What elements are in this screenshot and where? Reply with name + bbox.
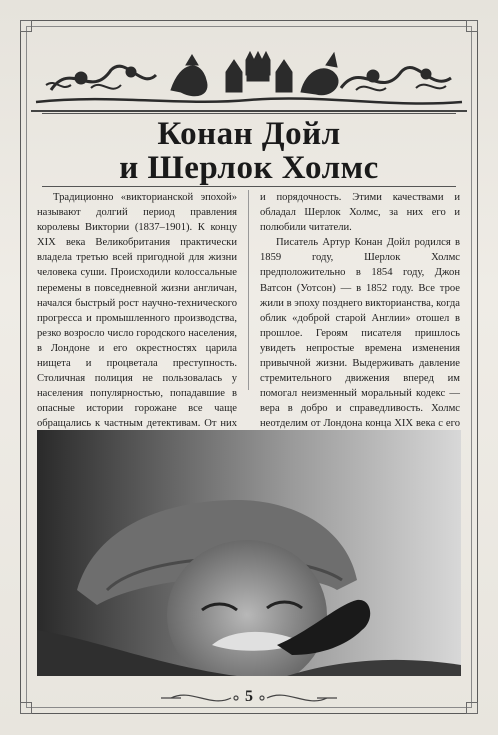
paragraph: Писатель Артур Конан Дойл родился в 1859 году, Шерлок Холмс предположительно в 1854 году, Джон Ватсон (Уотсон) — в 1852 году. Все трое жили в эпоху позднего викторианства, когда облик «доброй старой Англии» отошел в прошлое. Героям писателя пришлось увидеть непростые времена изменения привычной жизни. Выдерживать давление стремительного движения вперед им помогал неизменный моральный кодекс — вера в добро и справедливость. Холмс неотделим от Лондона конца XIX века с его	[260, 237, 460, 430]
column-divider	[248, 190, 249, 390]
page-title	[31, 117, 467, 185]
page-footer	[31, 684, 467, 712]
title-line-1: Конан Дойл	[157, 116, 341, 152]
heraldic-ornament	[31, 30, 467, 110]
author-portrait-photo	[37, 430, 461, 676]
border-corner-ornament	[466, 702, 478, 714]
title-rule-top	[42, 113, 456, 114]
paragraph: Традиционно «викторианской эпохой» называют долгий период правления королевы Виктории (1837–1901). К концу XIX века Великобритания практически владела третью всей пригодной для жизни человека суши. Происходили колоссальные перемены в повседневной жизни англичан, начался быстрый рост научно-технического прогресса и промышленного производства, резко возросло число городского населения, в Лондоне и его окрестностях царила нищета и процветала преступность. Столичная полиция не пользовалась у населения популярностью, попадавшие в опасные истории горожане все чаще обращались к частным детективам. От них	[37, 192, 237, 430]
header-ornament-band	[31, 30, 467, 112]
title-line-2: и Шерлок Холмс	[119, 150, 379, 186]
text-column-left	[37, 190, 237, 462]
portrait-image	[37, 430, 461, 676]
page-number: 5	[245, 688, 253, 705]
title-rule-bottom	[42, 186, 456, 187]
text-column-right	[260, 190, 460, 462]
paragraph: и порядочность. Этими качествами и обладал Шерлок Холмс, за них его и полюбили читатели.	[260, 192, 460, 234]
border-corner-ornament	[466, 20, 478, 32]
